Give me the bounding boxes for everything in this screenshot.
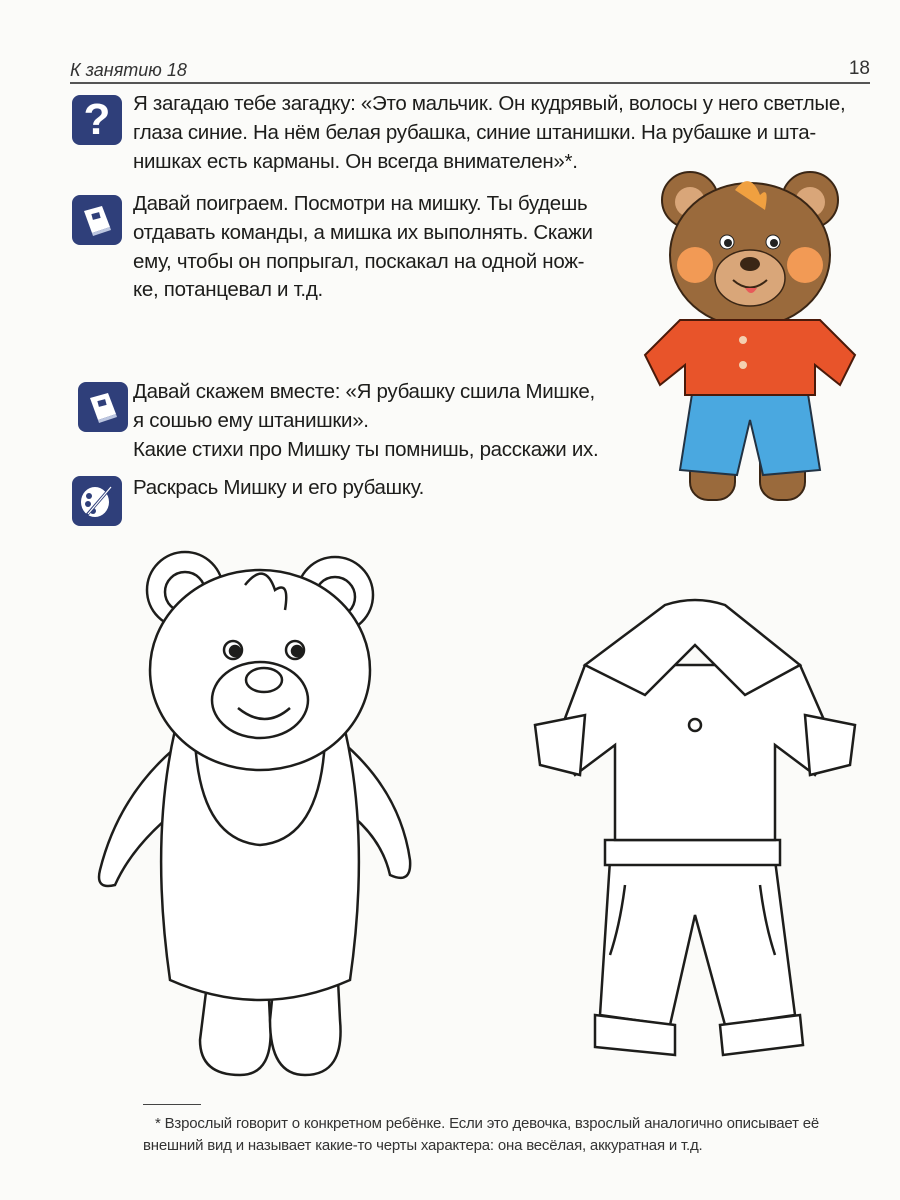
text-line: Какие стихи про Мишку ты помнишь, расскажи их.: [133, 437, 599, 461]
page-header: [70, 58, 870, 84]
text-line: Раскрась Мишку и его рубашку.: [133, 476, 424, 499]
footnote: [143, 1113, 819, 1157]
task-poem: [133, 378, 598, 464]
footnote-line: * Взрослый говорит о конкретном ребёнке. Если это девочка, взрослый аналогично описывает её: [155, 1115, 819, 1132]
text-line: отдавать команды, а мишка их выполнять. Скажи: [133, 220, 593, 244]
text-line: я сошью ему штанишки».: [133, 408, 369, 432]
question-icon: ?: [72, 95, 122, 145]
footnote-divider: [143, 1104, 201, 1105]
lesson-title: К занятию 18: [70, 60, 187, 80]
text-line: Давай скажем вместе: «Я рубашку сшила Мишке,: [133, 380, 595, 403]
text-line: глаза синие. На нём белая рубашка, синие штанишки. На рубашке и шта-: [133, 120, 816, 144]
palette-icon: [72, 476, 122, 526]
bear-coloring-outline: [90, 540, 430, 1080]
text-line: ке, потанцевал и т.д.: [133, 278, 323, 302]
text-line: Давай поиграем. Посмотри на мишку. Ты будешь: [133, 192, 588, 215]
colored-bear-illustration: [635, 160, 865, 515]
clothes-coloring-outline: [525, 585, 870, 1065]
text-line: ему, чтобы он попрыгал, поскакал на одной нож-: [133, 249, 585, 273]
task-game: [133, 190, 593, 305]
text-line: Я загадаю тебе загадку: «Это мальчик. Он кудрявый, волосы у него светлые,: [133, 92, 846, 115]
footnote-line: внешний вид и называет какие-то черты характера: она весёлая, аккуратная и т.д.: [143, 1137, 703, 1154]
book-icon: [72, 195, 122, 245]
task-coloring: [133, 474, 424, 503]
page-number: 18: [848, 58, 870, 79]
text-line: нишках есть карманы. Он всегда внимателен»*.: [133, 149, 578, 173]
book-icon: [78, 382, 128, 432]
